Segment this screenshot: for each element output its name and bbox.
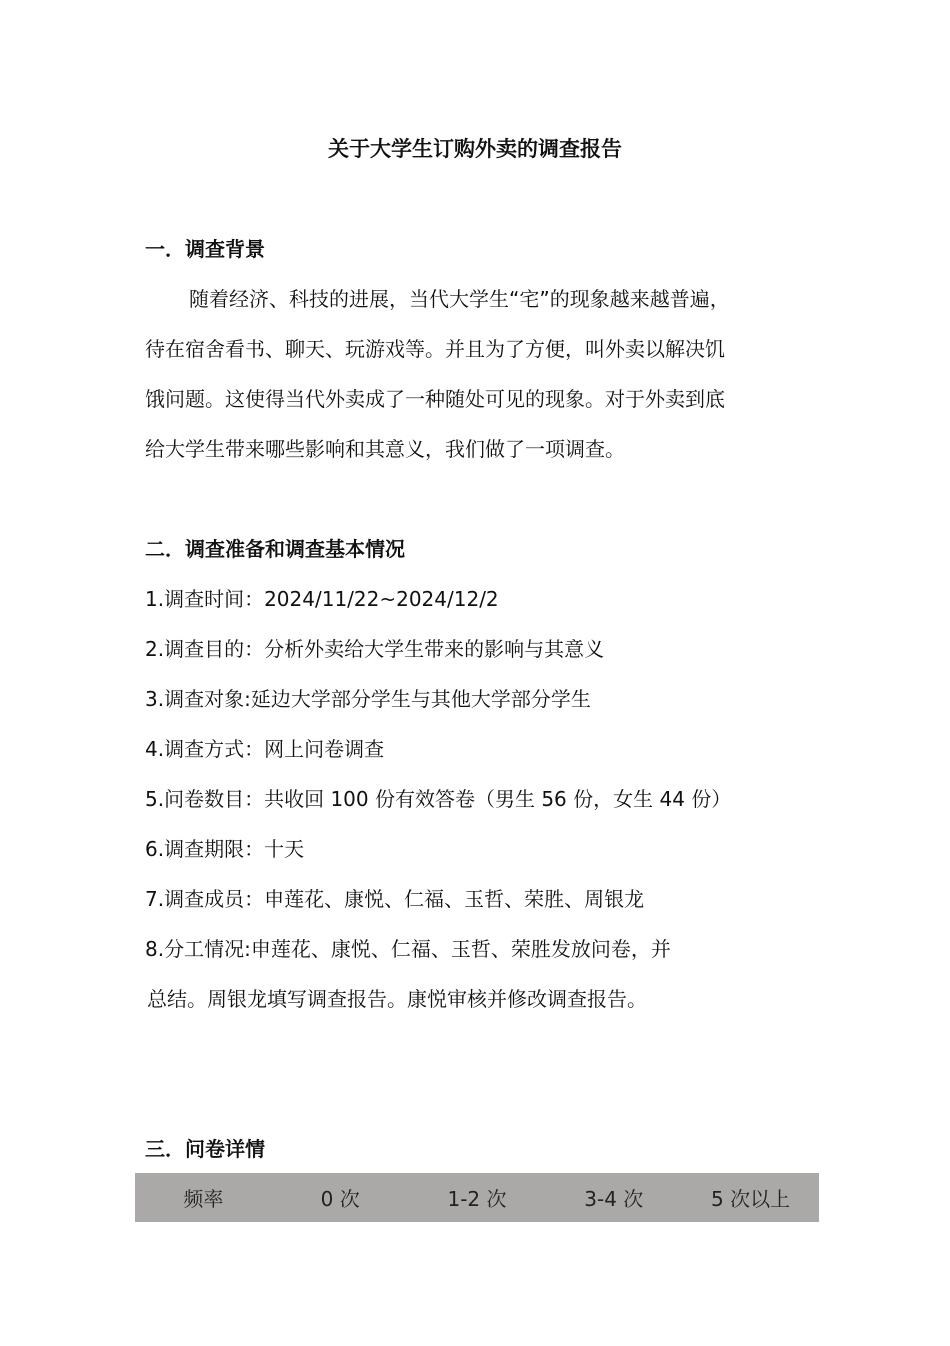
section-heading-background: 一．调查背景: [145, 237, 265, 261]
section-heading-questionnaire: 三．问卷详情: [145, 1137, 265, 1161]
list-item: 1.调查时间：2024/11/22~2024/12/2: [145, 587, 499, 611]
table-header-cell: 0 次: [320, 1187, 360, 1211]
list-item: 4.调查方式：网上问卷调查: [145, 737, 385, 761]
list-item: 7.调查成员：申莲花、康悦、仁福、玉哲、荣胜、周银龙: [145, 887, 645, 911]
table-header-cell: 频率: [183, 1187, 224, 1211]
list-item: 5.问卷数目：共收回 100 份有效答卷（男生 56 份，女生 44 份）: [145, 787, 732, 811]
background-paragraph: [145, 274, 825, 474]
list-item: 3.调查对象:延边大学部分学生与其他大学部分学生: [145, 687, 591, 711]
frequency-table-header: [135, 1173, 819, 1222]
paragraph-line: 给大学生带来哪些影响和其意义，我们做了一项调查。: [145, 437, 625, 461]
paragraph-line: 饿问题。这使得当代外卖成了一种随处可见的现象。对于外卖到底: [145, 387, 725, 411]
section-heading-preparation: 二．调查准备和调查基本情况: [145, 537, 405, 561]
list-item: 8.分工情况:申莲花、康悦、仁福、玉哲、荣胜发放问卷，并: [145, 937, 671, 961]
table-header-cell: 3-4 次: [584, 1187, 644, 1211]
paragraph-line: 随着经济、科技的进展，当代大学生“宅”的现象越来越普遍，: [189, 287, 730, 311]
paragraph-line: 待在宿舍看书、聊天、玩游戏等。并且为了方便，叫外卖以解决饥: [145, 337, 725, 361]
table-header-cell: 5 次以上: [711, 1187, 791, 1211]
list-item: 6.调查期限：十天: [145, 837, 305, 861]
list-item-continuation: 总结。周银龙填写调查报告。康悦审核并修改调查报告。: [147, 987, 647, 1011]
table-header-cell: 1-2 次: [447, 1187, 507, 1211]
list-item: 2.调查目的：分析外卖给大学生带来的影响与其意义: [145, 637, 605, 661]
document-title: 关于大学生订购外卖的调查报告: [328, 137, 622, 161]
